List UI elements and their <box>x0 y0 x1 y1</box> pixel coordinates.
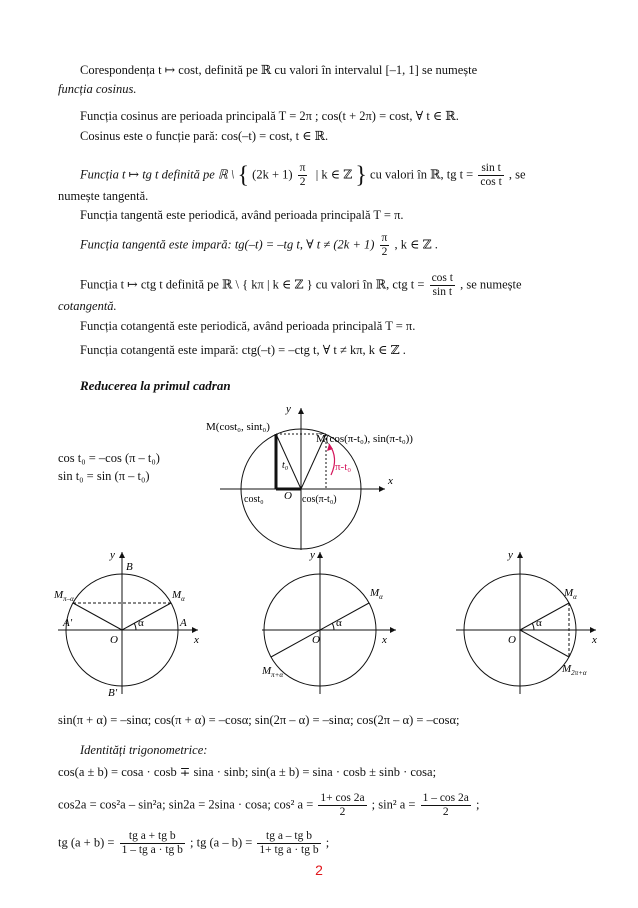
origin-label: O <box>312 634 320 646</box>
alpha-label: α <box>536 617 542 629</box>
identity-line-1: cos(a ± b) = cosa · cosb ∓ sina · sinb; sin(a ± b) = sina · cosb ± sinb · cosa; <box>58 765 437 779</box>
section-heading: Reducerea la primul cadran <box>80 378 231 393</box>
tan-odd-frac: $\frac{\pi}{2}$ <box>381 232 388 258</box>
x-axis-arrow <box>192 627 198 633</box>
point-m-2pi-alpha-label: $M_{2\pi+\alpha}$ <box>562 663 587 677</box>
tan-odd-end: , k ∈ ℤ . <box>394 237 438 252</box>
x-label: x <box>194 634 199 646</box>
para-cos-def: Corespondența t ↦ cost, definită pe ℝ cu valori în intervalul [–1, 1] se numește <box>80 63 478 77</box>
point-m-alpha-label: $M_\alpha$ <box>370 587 383 601</box>
point-m-pi-alpha-label: $M_{\pi+\alpha}$ <box>262 665 284 679</box>
reduction-cos-eq: cos t₀ = –cos (π – t₀) <box>58 451 160 465</box>
cot-def-end: , se numește <box>460 277 522 292</box>
tan-set-cond: k ∈ ℤ <box>321 167 353 182</box>
double-angle-text: cos2a = cos²a – sin²a; sin2a = 2sina · cosa; cos² a = <box>58 797 314 812</box>
y-label: y <box>110 549 115 561</box>
radius-alpha <box>122 603 171 630</box>
alpha-arc <box>134 623 136 630</box>
cot-ratio-frac: $\frac{\text{cos t}}{\text{sin t}}$ <box>431 272 453 298</box>
cot-def-start: Funcția t ↦ ctg t definită pe ℝ \ { kπ | k ∈ ℤ } cu valori în ℝ, ctg t = <box>80 277 425 292</box>
para-tan-def <box>80 162 526 189</box>
y-axis-arrow <box>119 552 125 558</box>
origin-label: O <box>508 634 516 646</box>
alpha-arc <box>332 623 334 630</box>
para-cos-period: Funcția cosinus are perioada principală T = 2π ; cos(t + 2π) = cost, ∀ t ∈ ℝ. <box>80 109 459 123</box>
line-3-end: ; <box>325 835 330 850</box>
tan-sum-text: tg (a + b) = <box>58 835 115 850</box>
y-axis-arrow <box>517 552 523 558</box>
alpha-label: α <box>138 617 144 629</box>
origin-label: O <box>110 634 118 646</box>
tan-set-bar: | <box>312 167 319 182</box>
diagram-x-label: x <box>388 475 393 487</box>
reduction-sin-eq: sin t₀ = sin (π – t₀) <box>58 469 150 483</box>
identity-line-2 <box>58 792 480 819</box>
reduction-diagram <box>200 400 450 560</box>
y-axis-arrow <box>317 552 323 558</box>
x-label: x <box>382 634 387 646</box>
radius-alpha <box>520 603 569 630</box>
tan-set-frac: $\frac{\pi}{2}$ <box>299 162 306 188</box>
page-number: 2 <box>315 862 323 878</box>
radius-m <box>276 434 301 489</box>
alpha-arc <box>532 623 534 630</box>
point-m-label: M(cost₀, sint₀) <box>206 421 270 433</box>
circle-diagram-1 <box>52 546 212 698</box>
para-cos-even: Cosinus este o funcție pară: cos(–t) = cost, t ∈ ℝ. <box>80 129 329 143</box>
t0-label: t₀ <box>282 460 289 471</box>
para-cos-def-cont: funcția cosinus. <box>58 82 137 96</box>
alpha-label: α <box>336 617 342 629</box>
para-cot-period: Funcția cotangentă este periodică, având perioada principală T = π. <box>80 319 416 333</box>
diagram-origin-label: O <box>284 490 292 502</box>
identities-heading: Identități trigonometrice: <box>80 743 208 757</box>
point-mbar-label: M̅(cos(π-t₀), sin(π-t₀)) <box>316 433 413 445</box>
radius-2pi-alpha <box>520 630 569 657</box>
tan-sum-frac: $\frac{\text{tg a + tg b}}{\text{1 – tg a · tg b}}$ <box>121 830 183 856</box>
point-b-label: B <box>126 561 133 573</box>
tan-def-start: Funcția t ↦ tg t definită pe ℝ \ <box>80 167 235 182</box>
cos-t0-label: cost₀ <box>244 494 264 505</box>
circle-diagram-2 <box>262 546 412 698</box>
tan-def-end: , se <box>508 167 526 182</box>
x-axis-arrow <box>590 627 596 633</box>
brace-left: { <box>237 162 250 189</box>
point-m-alpha-label: $M_\alpha$ <box>564 587 577 601</box>
identity-line-3 <box>58 830 329 857</box>
reduction-formulas: sin(π + α) = –sinα; cos(π + α) = –cosα; sin(2π – α) = –sinα; cos(2π – α) = –cosα; <box>58 713 460 727</box>
y-label: y <box>508 549 513 561</box>
para-tan-odd <box>80 232 438 259</box>
sin-sq-frac: $\frac{1 - \cos 2a}{2}$ <box>422 792 469 818</box>
brace-right: } <box>355 162 367 189</box>
para-cot-name: cotangentă. <box>58 299 117 313</box>
tan-set-expr: (2k + 1) <box>252 167 293 182</box>
tan-diff-text: ; tg (a – b) = <box>190 835 253 850</box>
x-axis-arrow <box>390 627 396 633</box>
para-tan-name: numește tangentă. <box>58 189 149 203</box>
cos-pi-t0-label: cos(π-t₀) <box>302 494 337 505</box>
tan-ratio-frac: $\frac{\text{sin t}}{\text{cos t}}$ <box>480 162 502 188</box>
tan-odd-start: Funcția tangentă este impară: tg(–t) = –tg t, ∀ t ≠ (2k + 1) <box>80 237 375 252</box>
sin-sq-text: ; sin² a = <box>371 797 416 812</box>
point-b-prime-label: B′ <box>108 687 118 698</box>
tan-def-values: cu valori în ℝ, tg t = <box>370 167 474 182</box>
y-axis-arrow <box>298 408 304 414</box>
point-a-prime-label: A′ <box>63 617 73 629</box>
x-label: x <box>592 634 597 646</box>
diagram-y-label: y <box>286 403 291 415</box>
para-cot-odd: Funcția cotangentă este impară: ctg(–t) = –ctg t, ∀ t ≠ kπ, k ∈ ℤ . <box>80 343 406 357</box>
circle-diagram-3 <box>450 546 610 698</box>
y-label: y <box>310 549 315 561</box>
pi-t0-label: π-t₀ <box>335 461 352 473</box>
point-m-alpha-label: $M_\alpha$ <box>172 589 185 603</box>
cos-sq-frac: $\frac{1+ \cos 2a}{2}$ <box>320 792 365 818</box>
x-axis-arrow <box>379 486 385 492</box>
radius-pi-alpha <box>73 603 122 630</box>
tan-diff-frac: $\frac{\text{tg a – tg b}}{\text{1+ tg a · tg b}}$ <box>259 830 319 856</box>
para-tan-period: Funcția tangentă este periodică, având perioada principală T = π. <box>80 208 404 222</box>
para-cot-def <box>80 272 522 299</box>
point-m-pi-alpha-label: $M_{\pi-\alpha}$ <box>54 589 74 603</box>
point-a-label: A <box>180 617 187 629</box>
line-2-end: ; <box>476 797 480 812</box>
